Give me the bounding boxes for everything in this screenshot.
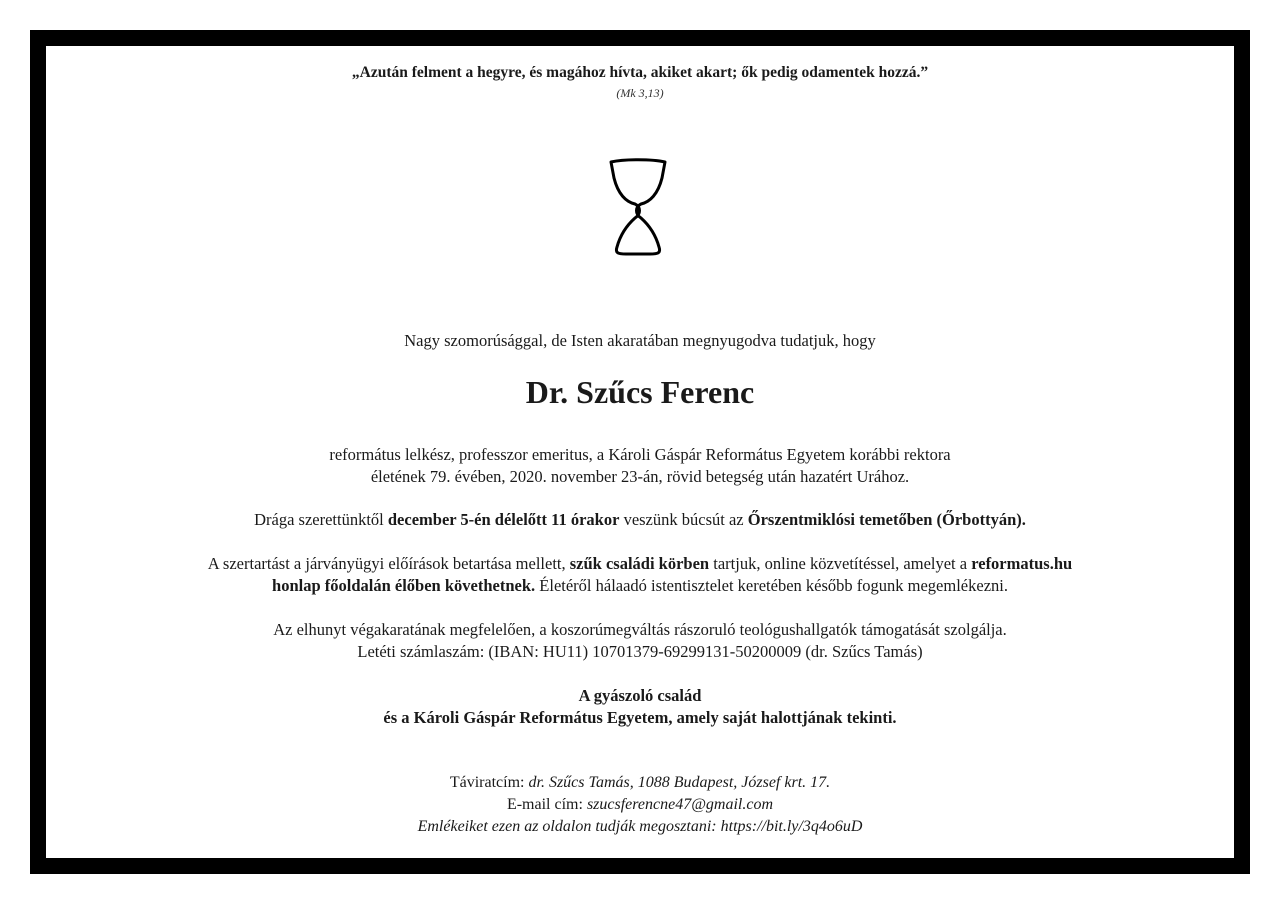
donation-line-2: Letéti számlaszám: (IBAN: HU11) 10701379-69299131-50200009 (dr. Szűcs Tamás) — [357, 642, 923, 661]
ceremony-rest: Életéről hálaadó istentisztelet keretében később fogunk megemlékezni. — [535, 576, 1008, 595]
bible-quote: „Azután felment a hegyre, és magához hívta, akiket akart; ők pedig odamentek hozzá.” — [351, 64, 929, 81]
ceremony-line-2 — [0, 575, 1280, 597]
bio-line-2: életének 79. évében, 2020. november 23-án, rövid betegség után hazatért Urához. — [370, 467, 910, 486]
telegram-label: Táviratcím: — [449, 774, 529, 791]
biography — [0, 444, 1280, 488]
funeral-place: Őrszentmiklósi temetőben (Őrbottyán). — [747, 510, 1026, 529]
funeral-info — [0, 509, 1280, 531]
email-label: E-mail cím: — [506, 796, 587, 813]
funeral-middle: veszünk búcsút az — [619, 510, 748, 529]
bible-reference: (Mk 3,13) — [616, 86, 664, 100]
funeral-prefix: Drága szerettünktől — [254, 510, 388, 529]
chalice-icon — [600, 156, 676, 260]
ceremony-middle: tartjuk, online közvetítéssel, amelyet a — [709, 554, 972, 573]
ceremony-family: szűk családi körben — [569, 554, 710, 573]
ceremony-site: reformatus.hu — [971, 554, 1073, 573]
donation-line-1: Az elhunyt végakaratának megfelelően, a koszorúmegváltás rászoruló teológushallgatók támogatását szolgálja. — [273, 620, 1007, 639]
signature-line-1: A gyászoló család — [578, 686, 702, 705]
signature-line-2: és a Károli Gáspár Református Egyetem, amely saját halottjának tekinti. — [383, 708, 897, 727]
deceased-name: Dr. Szűcs Ferenc — [525, 374, 755, 410]
signature — [0, 685, 1280, 729]
contact-info — [0, 772, 1280, 838]
bio-line-1: református lelkész, professzor emeritus, a Károli Gáspár Református Egyetem korábbi rektora — [329, 445, 951, 464]
donation-info — [0, 619, 1280, 663]
memories-link[interactable]: Emlékeiket ezen az oldalon tudják megosztani: https://bit.ly/3q4o6uD — [417, 818, 863, 835]
email-address[interactable]: szucsferencne47@gmail.com — [586, 796, 774, 813]
ceremony-prefix: A szertartást a járványügyi előírások betartása mellett, — [207, 554, 570, 573]
funeral-datetime: december 5-én délelőtt 11 órakor — [387, 510, 620, 529]
ceremony-info — [0, 553, 1280, 597]
intro-text: Nagy szomorúsággal, de Isten akaratában megnyugodva tudatjuk, hogy — [404, 331, 876, 350]
telegram-address: dr. Szűcs Tamás, 1088 Budapest, József krt. 17. — [528, 774, 831, 791]
ceremony-live: honlap főoldalán élőben követhetnek. — [272, 576, 536, 595]
telegram-line — [0, 772, 1280, 794]
ceremony-line-1 — [0, 553, 1280, 575]
email-line — [0, 794, 1280, 816]
